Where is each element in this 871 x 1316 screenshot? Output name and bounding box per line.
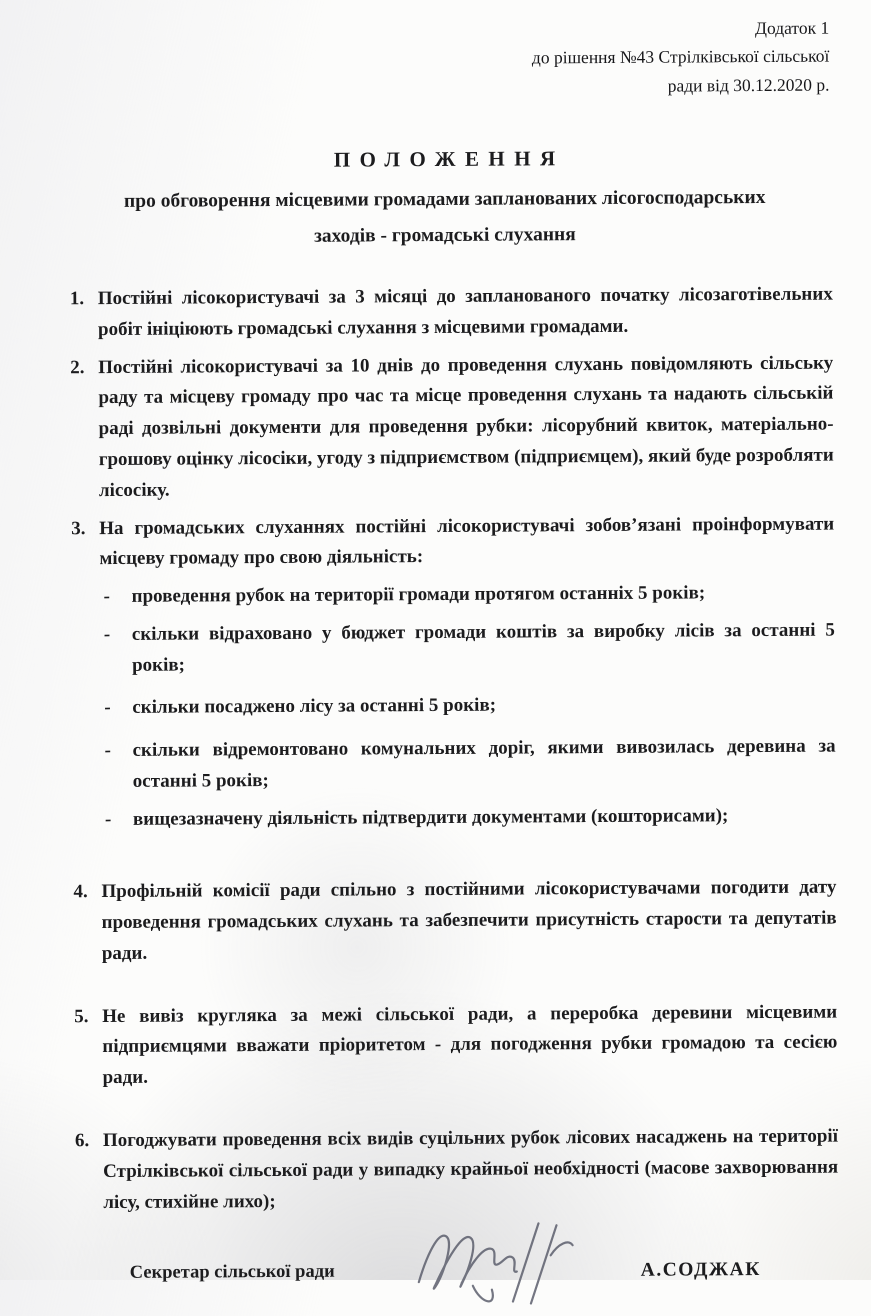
numbered-list	[58, 280, 839, 1219]
bullet-text: проведення рубок на території громади протягом останніх 5 років;	[131, 582, 706, 607]
bullet-item-5	[103, 800, 836, 835]
item-text: Постійні лісокористувачі за 3 місяці до запланованого початку лісозаготівельних робіт ініціюють громадські слухання з місцевими громадами.	[97, 283, 833, 340]
list-item-4	[61, 873, 837, 970]
bullet-text: скільки відраховано у бюджет громади коштів за виробку лісів за останні 5 років;	[131, 619, 835, 676]
bullet-text: вищезазначену діяльність підтвердити документами (кошторисами);	[132, 804, 729, 830]
bullet-item-2	[102, 615, 835, 681]
signatory-name: А.СОДЖАК	[640, 1258, 761, 1281]
bullet-dash: -	[103, 586, 111, 608]
item-text: Профільній комісії ради спільно з постійними лісокористувачами погодити дату проведення громадських слухань та забезпечити присутність старости та депутатів ради.	[101, 876, 837, 964]
annex-line-1: Додаток 1	[754, 17, 830, 39]
item-text: На громадських слуханнях постійні лісокористувачі зобов’язані проінформувати місцеву громаду про свою діяльність:	[99, 513, 835, 570]
annex-line-2: до рішення №43 Стрілківської сільської	[531, 45, 830, 68]
bullet-text: скільки посаджено лісу за останні 5 років;	[132, 694, 497, 719]
bullet-item-1	[102, 578, 835, 613]
item-number: 3.	[71, 517, 86, 539]
bullet-dash: -	[104, 740, 111, 762]
document-subtitle-line-2: заходів - громадські слухання	[313, 224, 576, 247]
item-number: 4.	[73, 881, 88, 903]
list-item-1	[58, 280, 833, 346]
signatory-role: Секретар сільської ради	[129, 1261, 335, 1284]
sub-bullet-list	[102, 578, 837, 836]
bullet-dash: -	[104, 697, 111, 719]
handwritten-signature	[412, 1215, 583, 1313]
bullet-dash: -	[103, 623, 111, 645]
document-title: ПОЛОЖЕННЯ	[333, 146, 565, 172]
item-number: 1.	[69, 288, 85, 310]
bullet-text: скільки відремонтовано комунальних доріг, якими вивозилась деревина за останні 5 років;	[132, 735, 836, 792]
item-number: 2.	[70, 356, 85, 378]
list-item-6	[63, 1122, 839, 1219]
list-item-3	[59, 509, 834, 575]
bullet-dash: -	[104, 808, 112, 830]
document-subtitle-line-1: про обговорення місцевими громадами запланованих лісогосподарських	[123, 187, 766, 212]
list-item-5	[62, 997, 838, 1094]
item-text: Не вивіз кругляка за межі сільської ради, а переробка деревини місцевими підприємцями вважати пріоритетом - для погодження рубки громадою та сесією ради.	[102, 1001, 838, 1089]
item-text: Постійні лісокористувачі за 10 днів до проведення слухань повідомляють сільську раду та місцеву громаду про час та місце проведення слухань та надають сільській раді дозвільні документи для проведення рубки: лісорубний квиток, матеріально-грошову оцінку лісосіки, угоду з підприємством (підприємцем), який буде розробляти лісосіку.	[98, 352, 834, 501]
item-number: 5.	[74, 1005, 89, 1027]
item-number: 6.	[74, 1130, 90, 1152]
list-item-2	[58, 348, 834, 507]
item-text: Погоджувати проведення всіх видів суцільних рубок лісових насаджень на території Стрілківської сільської ради у випадку крайньої необхідності (масове захворювання лісу, стихійне лихо);	[102, 1125, 839, 1213]
bullet-item-3	[102, 689, 835, 724]
annex-block	[56, 14, 830, 104]
bullet-item-4	[102, 732, 835, 798]
annex-line-3: ради від 30.12.2020 р.	[667, 74, 830, 96]
signature-row	[64, 1228, 839, 1316]
